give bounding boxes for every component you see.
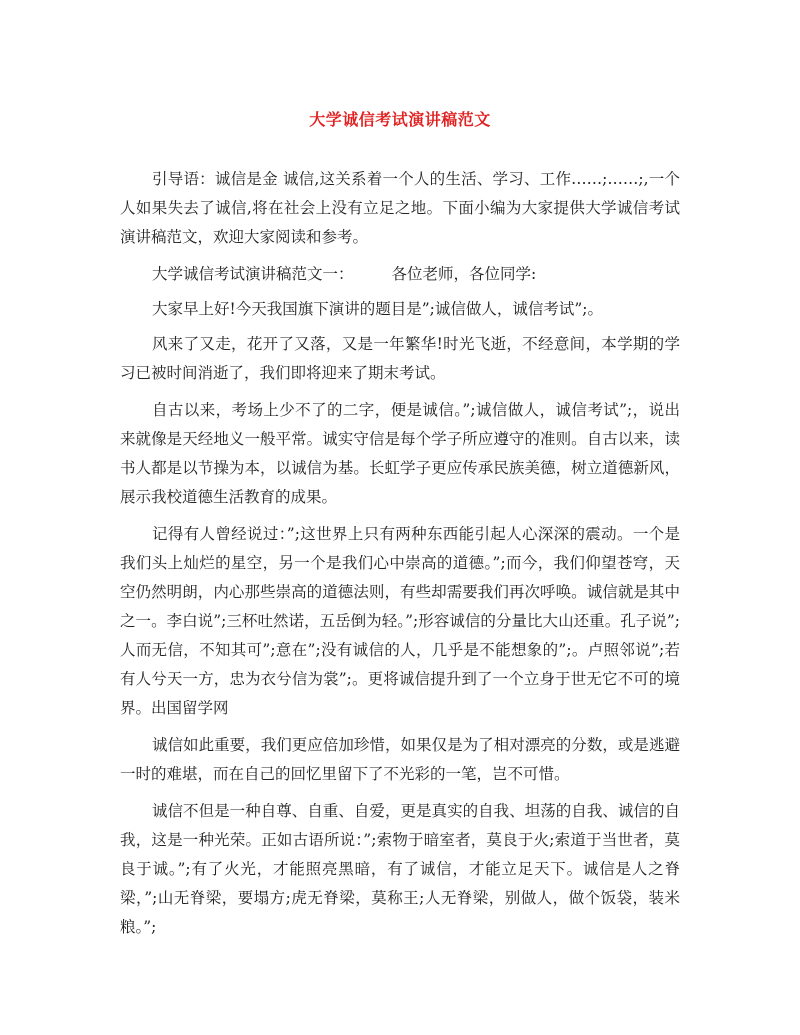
salutation: 各位老师，各位同学: xyxy=(391,265,537,283)
body-paragraph: 自古以来，考场上少不了的二字，便是诚信。”;诚信做人，诚信考试”;，说出来就像是天经地义一般平常。诚实守信是每个学子所应遵守的准则。自古以来，读书人都是以节操为本，以诚信为基。长虹学子更应传承民族美德，树立道德新风，展示我校道德生活教育的成果。 xyxy=(120,401,680,506)
intro-paragraph: 引导语：诚信是金 诚信,这关系着一个人的生活、学习、工作……;……;,一个人如果失去了诚信,将在社会上没有立足之地。下面小编为大家提供大学诚信考试演讲稿范文，欢迎大家阅读和参考。 xyxy=(120,170,680,246)
document-title: 大学诚信考试演讲稿范文 xyxy=(309,110,491,129)
body-paragraph: 大家早上好!今天我国旗下演讲的题目是”;诚信做人，诚信考试”;。 xyxy=(152,300,604,318)
body-paragraph: 诚信如此重要，我们更应倍加珍惜，如果仅是为了相对漂亮的分数，或是逃避一时的难堪，而在自己的回忆里留下了不光彩的一笔，岂不可惜。 xyxy=(120,736,680,783)
section-heading-line xyxy=(120,260,680,289)
section-title: 大学诚信考试演讲稿范文一： xyxy=(152,265,354,283)
document-body xyxy=(120,165,680,950)
body-paragraph: 诚信不但是一种自尊、自重、自爱，更是真实的自我、坦荡的自我、诚信的自我，这是一种光荣。正如古语所说：”;索物于暗室者，莫良于火;索道于当世者，莫良于诚。”;有了火光，才能照亮黑暗，有了诚信，才能立足天下。诚信是人之脊梁，”;山无脊梁，要塌方;虎无脊梁，莫称王;人无脊梁，别做人，做个饭袋，装米粮。”; xyxy=(120,802,680,936)
body-paragraph: 记得有人曾经说过：”;这世界上只有两种东西能引起人心深深的震动。一个是我们头上灿烂的星空，另一个是我们心中崇高的道德。”;而今，我们仰望苍穹，天空仍然明朗，内心那些崇高的道德法则，有些却需要我们再次呼唤。诚信就是其中之一。李白说”;三杯吐然诺，五岳倒为轻。”;形容诚信的分量比大山还重。孔子说”;人而无信，不知其可”;意在”;没有诚信的人，几乎是不能想象的”;。卢照邻说”;若有人兮天一方，忠为衣兮信为裳”;。更将诚信提升到了一个立身于世无它不可的境界。出国留学网 xyxy=(120,525,680,717)
body-paragraph: 风来了又走，花开了又落，又是一年繁华!时光飞逝，不经意间，本学期的学习已被时间消逝了，我们即将迎来了期末考试。 xyxy=(120,335,680,382)
